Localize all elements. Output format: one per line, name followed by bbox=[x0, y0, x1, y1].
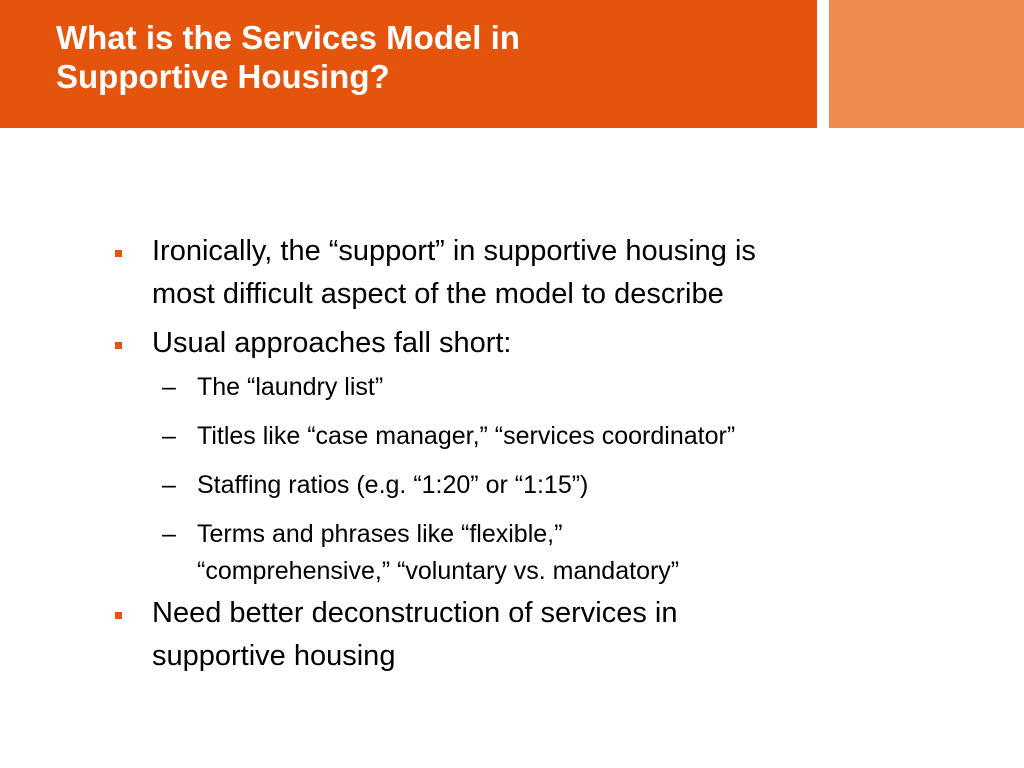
sub-bullet-text: “comprehensive,” “voluntary vs. mandatory” bbox=[197, 557, 680, 585]
title-divider bbox=[817, 0, 822, 128]
square-bullet-icon bbox=[115, 342, 122, 349]
sub-bullet-item bbox=[112, 418, 992, 455]
dash-bullet-icon: – bbox=[162, 520, 176, 548]
sub-bullet-text: The “laundry list” bbox=[197, 373, 384, 401]
bullet-list bbox=[112, 230, 992, 678]
sub-bullet-item bbox=[112, 369, 992, 406]
bullet-item bbox=[112, 322, 992, 365]
dash-bullet-icon: – bbox=[162, 373, 176, 401]
sub-bullet-text: Staffing ratios (e.g. “1:20” or “1:15”) bbox=[197, 471, 589, 499]
sub-bullet-text: Terms and phrases like “flexible,” bbox=[197, 520, 563, 548]
square-bullet-icon bbox=[115, 612, 122, 619]
bullet-item bbox=[112, 592, 992, 678]
slide-title bbox=[56, 18, 796, 96]
bullet-text: Need better deconstruction of services in bbox=[152, 597, 678, 629]
square-bullet-icon bbox=[115, 250, 122, 257]
bullet-item bbox=[112, 230, 992, 316]
sub-bullet-item bbox=[112, 467, 992, 504]
sub-bullet-item bbox=[112, 516, 992, 590]
bullet-text: supportive housing bbox=[152, 640, 396, 672]
bullet-text: Ironically, the “support” in supportive housing is bbox=[152, 235, 756, 267]
bullet-text: most difficult aspect of the model to describe bbox=[152, 278, 724, 310]
sub-bullet-text: Titles like “case manager,” “services coordinator” bbox=[197, 422, 736, 450]
bullet-text: Usual approaches fall short: bbox=[152, 327, 512, 359]
dash-bullet-icon: – bbox=[162, 471, 176, 499]
accent-block bbox=[829, 0, 1024, 128]
dash-bullet-icon: – bbox=[162, 422, 176, 450]
slide-title-line-1: What is the Services Model in bbox=[56, 19, 520, 56]
slide-title-line-2: Supportive Housing? bbox=[56, 58, 390, 95]
sub-bullet-list bbox=[112, 369, 992, 590]
